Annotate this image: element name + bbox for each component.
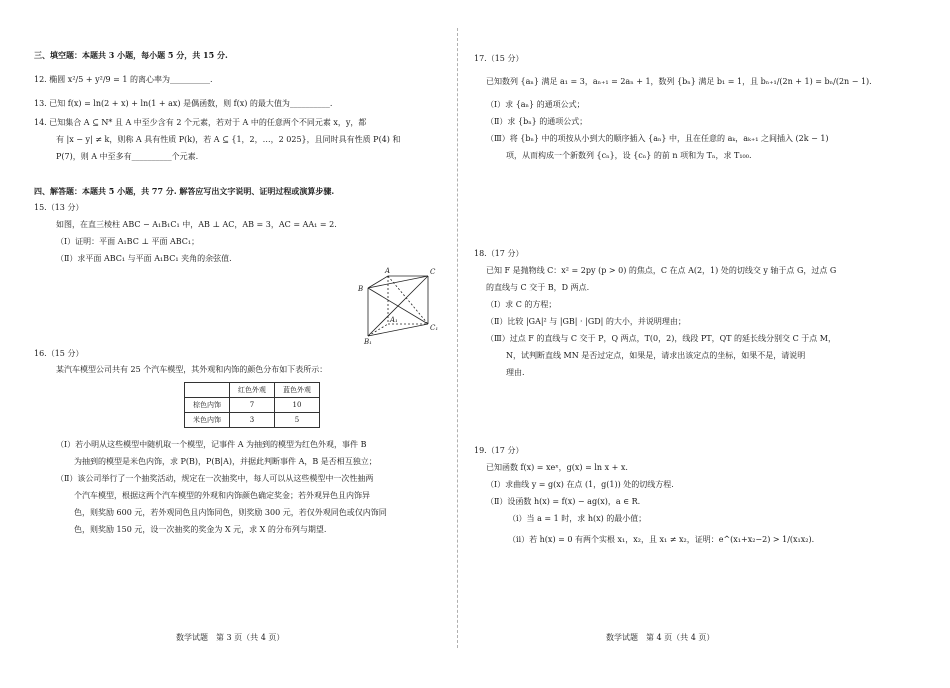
label-B: B <box>358 285 364 293</box>
label-B1: B₁ <box>364 338 372 346</box>
section-4-title: 四、解答题：本题共 5 小题，共 77 分. 解答应写出文字说明、证明过程或演算步骤. <box>34 186 335 196</box>
question-19-header: 19.（17 分） <box>474 446 524 455</box>
table-cell: 10 <box>275 398 320 413</box>
question-18-line-5: （Ⅲ）过点 F 的直线与 C 交于 P，Q 两点，T(0，2)，线段 PT，QT 的延长线分别交 C 于点 M， <box>486 334 836 343</box>
question-14-line-1: 14. 已知集合 A ⊆ N* 且 A 中至少含有 2 个元素，若对于 A 中的任意两个不同元素 x，y，都 <box>34 118 367 127</box>
question-16-part-2-line-4: 色，则奖励 150 元，设一次抽奖的奖金为 X 元，求 X 的分布列与期望. <box>74 525 327 534</box>
question-15-line-1: 如图，在直三棱柱 ABC − A₁B₁C₁ 中，AB ⊥ AC，AB = 3，AC = AA₁ = 2. <box>56 220 337 229</box>
table-row <box>185 398 320 413</box>
color-distribution-table <box>184 382 320 428</box>
table-header-cell <box>185 383 230 398</box>
question-17-line-4: （Ⅲ）将 {bₙ} 中的项按从小到大的顺序插入 {aₙ} 中，且在任意的 aₖ，aₖ₊₁ 之间插入 (2k − 1) <box>486 134 829 143</box>
question-17-line-3: （Ⅱ）求 {bₙ} 的通项公式； <box>486 117 588 126</box>
table-row <box>185 413 320 428</box>
question-18-line-3: （Ⅰ）求 C 的方程； <box>486 300 557 309</box>
question-19-line-1: 已知函数 f(x) = xeˣ，g(x) = ln x + x. <box>486 463 628 472</box>
question-16-part-1-line-1: （Ⅰ）若小明从这些模型中随机取一个模型，记事件 A 为抽到的模型为红色外观，事件 B <box>56 440 367 449</box>
question-14-line-2: 有 |x − y| ≠ k，则称 A 具有性质 P(k)，若 A ⊆ {1，2，…，2 025}，且同时具有性质 P(4) 和 <box>56 135 401 144</box>
question-18-line-6: N，试判断直线 MN 是否过定点，如果是，请求出该定点的坐标，如果不是，请说明 <box>506 351 806 360</box>
prism-figure <box>354 264 444 346</box>
question-12: 12. 椭圆 x²/5 + y²/9 = 1 的离心率为__________. <box>34 75 213 84</box>
right-page-footer: 数学试题 第 4 页（共 4 页） <box>606 633 715 642</box>
label-A: A <box>385 267 391 275</box>
question-15-line-2: （Ⅰ）证明：平面 A₁BC ⊥ 平面 ABC₁； <box>56 237 200 246</box>
question-17-line-2: （Ⅰ）求 {aₙ} 的通项公式； <box>486 100 585 109</box>
table-cell: 5 <box>275 413 320 428</box>
question-14-line-3: P(7)，则 A 中至多有__________个元素. <box>56 152 199 161</box>
table-cell: 7 <box>230 398 275 413</box>
question-19-line-5: （ⅱ）若 h(x) = 0 有两个实根 x₁，x₂，且 x₁ ≠ x₂，证明：e^(x₁+x₂−2) > 1/(x₁x₂). <box>508 535 815 544</box>
label-C1: C₁ <box>430 324 439 332</box>
question-16-part-2-line-2: 个汽车模型，根据这两个汽车模型的外观和内饰颜色确定奖金；若外观异色且内饰异 <box>74 491 370 500</box>
question-16-intro: 某汽车模型公司共有 25 个汽车模型，其外观和内饰的颜色分布如下表所示： <box>56 365 328 374</box>
question-18-header: 18.（17 分） <box>474 249 524 258</box>
question-13: 13. 已知 f(x) = ln(2 + x) + ln(1 + ax) 是偶函数，则 f(x) 的最大值为__________. <box>34 99 333 108</box>
table-header-cell: 红色外观 <box>230 383 275 398</box>
question-19-line-2: （Ⅰ）求曲线 y = g(x) 在点 (1，g(1)) 处的切线方程. <box>486 480 674 489</box>
table-header-cell: 蓝色外观 <box>275 383 320 398</box>
question-18-line-4: （Ⅱ）比较 |GA|² 与 |GB| · |GD| 的大小，并说明理由； <box>486 317 686 326</box>
question-19-line-4: （ⅰ）当 a = 1 时，求 h(x) 的最小值； <box>508 514 647 523</box>
question-15-line-3: （Ⅱ）求平面 ABC₁ 与平面 A₁BC₁ 夹角的余弦值. <box>56 254 232 263</box>
question-17-line-1: 已知数列 {aₙ} 满足 a₁ = 3，aₙ₊₁ = 2aₙ + 1，数列 {bₙ} 满足 b₁ = 1，且 bₙ₊₁/(2n + 1) = bₙ/(2n − 1). <box>486 77 872 86</box>
question-18-line-1: 已知 F 是抛物线 C：x² = 2py (p > 0) 的焦点，C 在点 A(2，1) 处的切线交 y 轴于点 G，过点 G <box>486 266 837 275</box>
question-16-part-2-line-3: 色，则奖励 600 元，若外观同色且内饰同色，则奖励 300 元，若仅外观同色或仅内饰同 <box>74 508 387 517</box>
table-cell: 3 <box>230 413 275 428</box>
question-18-line-7: 理由. <box>506 368 525 377</box>
table-cell: 棕色内饰 <box>185 398 230 413</box>
table-cell: 米色内饰 <box>185 413 230 428</box>
question-17-line-5: 项，从而构成一个新数列 {cₙ}，设 {cₙ} 的前 n 项和为 Tₙ，求 T₁₀₀. <box>506 151 752 160</box>
label-A1: A₁ <box>390 316 398 324</box>
question-18-line-2: 的直线与 C 交于 B，D 两点. <box>486 283 590 292</box>
question-16-part-1-line-2: 为抽到的模型是米色内饰，求 P(B)，P(B|A)，并据此判断事件 A，B 是否相互独立； <box>74 457 377 466</box>
question-15-header: 15.（13 分） <box>34 203 84 212</box>
page-divider <box>457 28 458 648</box>
question-16-part-2-line-1: （Ⅱ）该公司举行了一个抽奖活动，规定在一次抽奖中，每人可以从这些模型中一次性抽两 <box>56 474 374 483</box>
question-19-line-3: （Ⅱ）设函数 h(x) = f(x) − ag(x)，a ∈ R. <box>486 497 641 506</box>
left-page-footer: 数学试题 第 3 页（共 4 页） <box>176 633 285 642</box>
label-C: C <box>430 268 436 276</box>
question-16-header: 16.（15 分） <box>34 349 84 358</box>
section-3-title: 三、填空题：本题共 3 小题，每小题 5 分，共 15 分. <box>34 50 228 60</box>
question-17-header: 17.（15 分） <box>474 54 524 63</box>
table-header-row <box>185 383 320 398</box>
